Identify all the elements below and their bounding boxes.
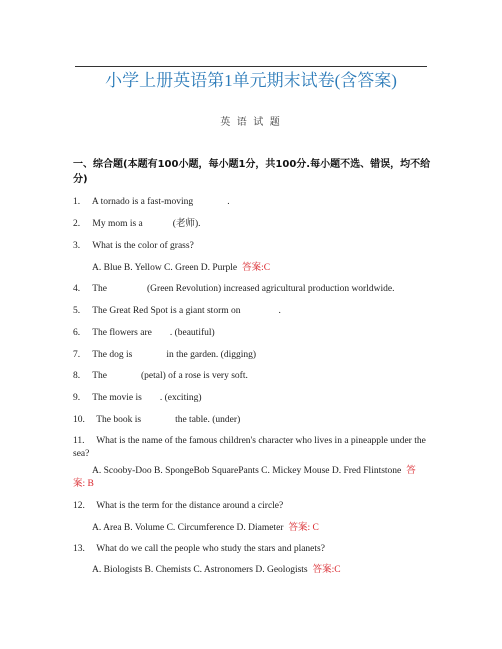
question-text: A tornado is a fast-moving bbox=[91, 197, 194, 207]
answer-text: 答案: B bbox=[73, 466, 416, 489]
question-8 bbox=[73, 370, 433, 383]
answer-text: 答案:C bbox=[242, 263, 271, 273]
question-11-options bbox=[73, 465, 418, 491]
question-7 bbox=[73, 349, 433, 362]
question-3 bbox=[73, 240, 433, 253]
question-11 bbox=[73, 435, 433, 461]
question-10 bbox=[73, 414, 433, 427]
question-number: 3. bbox=[73, 241, 81, 251]
question-text: The bbox=[92, 371, 107, 381]
question-number: 2. bbox=[73, 219, 81, 229]
question-text: The movie is bbox=[92, 393, 142, 403]
answer-text: 答案: C bbox=[288, 523, 319, 533]
question-5 bbox=[73, 305, 433, 318]
question-3-options bbox=[92, 262, 432, 275]
question-text: What is the color of grass? bbox=[92, 241, 194, 251]
question-text-after: in the garden. (digging) bbox=[166, 350, 257, 360]
question-6 bbox=[73, 327, 433, 340]
question-text-after: . (exciting) bbox=[159, 393, 202, 403]
options-text: A. Area B. Volume C. Circumference D. Diameter bbox=[92, 523, 284, 533]
question-text: What is the name of the famous children's character who lives in a pineapple under the sea? bbox=[73, 436, 426, 459]
page-title: 小学上册英语第1单元期末试卷(含答案) bbox=[105, 71, 397, 90]
options-text: A. Blue B. Yellow C. Green D. Purple bbox=[92, 263, 238, 273]
question-text-after: (petal) of a rose is very soft. bbox=[141, 371, 248, 381]
question-number: 9. bbox=[73, 393, 81, 403]
answer-text: 答案:C bbox=[312, 565, 341, 575]
question-number: 1. bbox=[73, 197, 81, 207]
question-number: 5. bbox=[73, 306, 81, 316]
question-12-options bbox=[92, 522, 432, 535]
question-text: What do we call the people who study the stars and planets? bbox=[96, 544, 325, 554]
question-number: 7. bbox=[73, 350, 81, 360]
header-rule bbox=[75, 66, 427, 67]
section-heading: 一、综合题(本题有100小题，每小题1分，共100分.每小题不选、错误，均不给分) bbox=[73, 159, 431, 185]
question-number: 13. bbox=[73, 544, 85, 554]
options-text: A. Scooby-Doo B. SpongeBob SquarePants C. Mickey Mouse D. Fred Flintstone bbox=[92, 466, 402, 476]
question-text-after: the table. (under) bbox=[175, 415, 241, 425]
question-4 bbox=[73, 283, 433, 296]
question-12 bbox=[73, 500, 433, 513]
question-text-after: (老师). bbox=[172, 219, 201, 229]
question-13-options bbox=[92, 564, 432, 577]
question-text-after: (Green Revolution) increased agricultural production worldwide. bbox=[147, 284, 395, 294]
question-text: The book is bbox=[96, 415, 142, 425]
question-text-after: . bbox=[278, 306, 281, 316]
options-text: A. Biologists B. Chemists C. Astronomers D. Geologists bbox=[92, 565, 308, 575]
question-number: 11. bbox=[73, 436, 85, 446]
question-number: 8. bbox=[73, 371, 81, 381]
question-text: The dog is bbox=[92, 350, 133, 360]
question-text-after: . (beautiful) bbox=[169, 328, 215, 338]
question-text: My mom is a bbox=[92, 219, 143, 229]
question-9 bbox=[73, 392, 433, 405]
question-13 bbox=[73, 543, 433, 556]
question-text: What is the term for the distance around a circle? bbox=[96, 501, 284, 511]
question-number: 6. bbox=[73, 328, 81, 338]
question-number: 4. bbox=[73, 284, 81, 294]
question-number: 10. bbox=[73, 415, 85, 425]
question-2 bbox=[73, 218, 433, 231]
question-1 bbox=[73, 196, 433, 209]
question-number: 12. bbox=[73, 501, 85, 511]
question-text: The bbox=[92, 284, 107, 294]
question-text: The Great Red Spot is a giant storm on bbox=[92, 306, 241, 316]
page-subtitle: 英 语 试 题 bbox=[220, 117, 282, 128]
question-text-after: . bbox=[227, 197, 230, 207]
question-text: The flowers are bbox=[92, 328, 152, 338]
